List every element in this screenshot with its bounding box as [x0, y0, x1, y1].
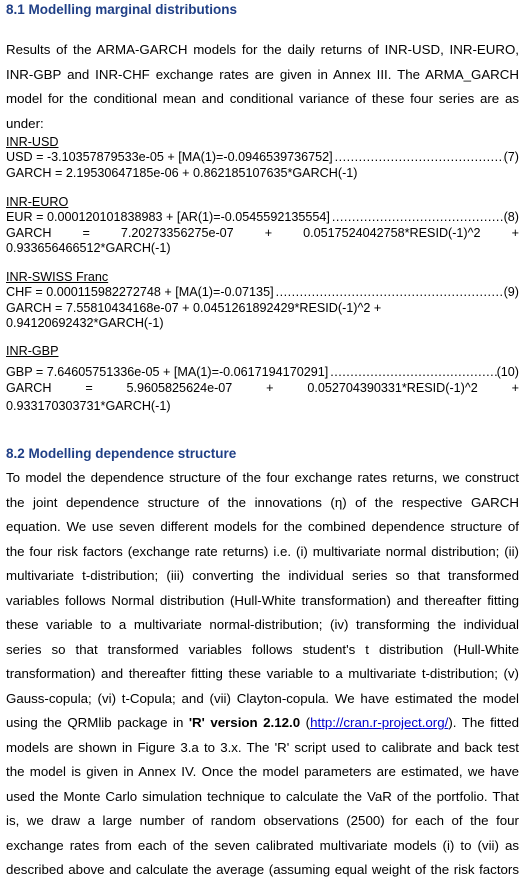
variance-equation-continued: 0.933656466512*GARCH(-1) [6, 241, 171, 255]
r-version-text: 'R' version 2.12.0 [188, 715, 301, 730]
paragraph-line: To model the dependence structure of the four exchange rates returns, we construct [6, 470, 519, 485]
dependence-paragraph [6, 466, 519, 883]
variance-term: 7.20273356275e-07 [120, 225, 234, 240]
dot-leader [330, 210, 504, 226]
line-text: ( [300, 715, 311, 730]
variance-equation: GARCH = 7.55810434168e-07 + 0.0451261892429*RESID(-1)^2 + [6, 300, 382, 315]
variance-term: = [82, 225, 90, 240]
cran-link[interactable]: http://cran.r-project.org/ [310, 715, 449, 730]
paragraph-line: multivariate t-distribution; (iii) converting the individual series so that transformed [6, 568, 519, 583]
mean-equation: EUR = 0.000120101838983 + [AR(1)=-0.0545592135554] [6, 210, 330, 224]
section-heading-8-1: 8.1 Modelling marginal distributions [6, 2, 238, 17]
section-heading-8-2: 8.2 Modelling dependence structure [6, 446, 237, 461]
model-title: INR-EURO [6, 195, 69, 209]
model-inr-usd [6, 134, 519, 181]
paragraph-line: variables follows Normal distribution (Hull-White transformation) and thereafter fitting [6, 592, 519, 608]
variance-equation [6, 226, 519, 242]
dot-leader [328, 365, 496, 381]
paragraph-line: Gauss-copula; (vi) t-Copula; and (vii) Clayton-copula. We have estimated the model [6, 690, 519, 706]
model-title: INR-USD [6, 135, 59, 149]
line-text: ). The fitted [448, 715, 519, 730]
paragraph-line: is, we draw a large number of random observations (2500) for each of the four [6, 813, 519, 828]
paragraph-line: the model is given in Annex IV. Once the model parameters are estimated, we have [6, 764, 519, 779]
variance-equation: GARCH = 2.19530647185e-06 + 0.862185107635*GARCH(-1) [6, 165, 358, 180]
equation-number: (10) [496, 365, 519, 379]
model-inr-gbp [6, 343, 519, 417]
equation-row [6, 150, 519, 166]
paragraph-line: the four risk factors (exchange rate returns) i.e. (i) multivariate normal distribution; (ii) [6, 543, 519, 559]
variance-term: GARCH [6, 225, 52, 240]
model-title: INR-SWISS Franc [6, 270, 109, 284]
equation-row [6, 210, 519, 226]
paragraph-line: used the Monte Carlo simulation technique to calculate the VaR of the portfolio. That [6, 788, 519, 804]
variance-equation-continued: 0.94120692432*GARCH(-1) [6, 316, 164, 330]
paragraph-line [6, 711, 519, 736]
paragraph-line: model for the conditional mean and conditional variance of these four series are as [6, 91, 519, 106]
equation-number: (8) [503, 210, 519, 224]
paragraph-line: models are shown in Figure 3.a to 3.x. The 'R' script used to calibrate and back test [6, 739, 519, 755]
paragraph-line: described above and calculate the average (assuming equal weight of the risk factors [6, 862, 519, 877]
line-text: using the QRMlib package in [6, 715, 189, 730]
paragraph-line: series so that transformed variables follows student's t distribution (Hull-White [6, 641, 519, 657]
variance-term: = [85, 380, 93, 395]
equation-row [6, 285, 519, 301]
variance-term: GARCH [6, 380, 52, 395]
equation-number: (7) [503, 150, 519, 164]
paragraph-line: transformation) and thereafter fitting these variable to a multivariate t-distribution; (v) [6, 666, 519, 681]
model-inr-chf [6, 269, 519, 332]
variance-term: + [266, 380, 274, 395]
paragraph-line: Results of the ARMA-GARCH models for the daily returns of INR-USD, INR-EURO, [6, 42, 519, 57]
mean-equation: CHF = 0.000115982272748 + [MA(1)=-0.07135] [6, 285, 274, 299]
variance-term: + [511, 225, 519, 240]
dot-leader [274, 285, 504, 301]
variance-term: 0.0517524042758*RESID(-1)^2 [303, 225, 481, 240]
model-inr-euro [6, 194, 519, 257]
mean-equation: USD = -3.10357879533e-05 + [MA(1)=-0.0946539736752] [6, 150, 333, 164]
model-title: INR-GBP [6, 344, 59, 358]
paragraph-line: equation. We use seven different models for the combined dependence structure of [6, 519, 519, 534]
equation-row [6, 365, 519, 381]
variance-equation-continued: 0.933170303731*GARCH(-1) [6, 399, 171, 413]
variance-term: 5.9605825624e-07 [126, 380, 233, 395]
variance-term: + [511, 380, 519, 395]
paragraph-line: exchange rates from each of the seven calibrated multivariate models (i) to (vii) as [6, 837, 519, 853]
paragraph-line: under: [6, 115, 44, 131]
variance-term: 0.052704390331*RESID(-1)^2 [307, 380, 478, 395]
paragraph-line: these variable to a multivariate normal-distribution; (iv) transforming the individual [6, 617, 519, 632]
mean-equation: GBP = 7.64605751336e-05 + [MA(1)=-0.0617194170291] [6, 365, 329, 379]
variance-equation [6, 381, 519, 397]
intro-paragraph [6, 38, 519, 136]
dot-leader [333, 150, 504, 166]
paragraph-line: the joint dependence structure of the innovations (η) of the respective GARCH [6, 494, 519, 510]
variance-term: + [264, 225, 273, 240]
equation-number: (9) [503, 285, 519, 299]
paragraph-line: INR-GBP and INR-CHF exchange rates are given in Annex III. The ARMA_GARCH [6, 66, 519, 82]
